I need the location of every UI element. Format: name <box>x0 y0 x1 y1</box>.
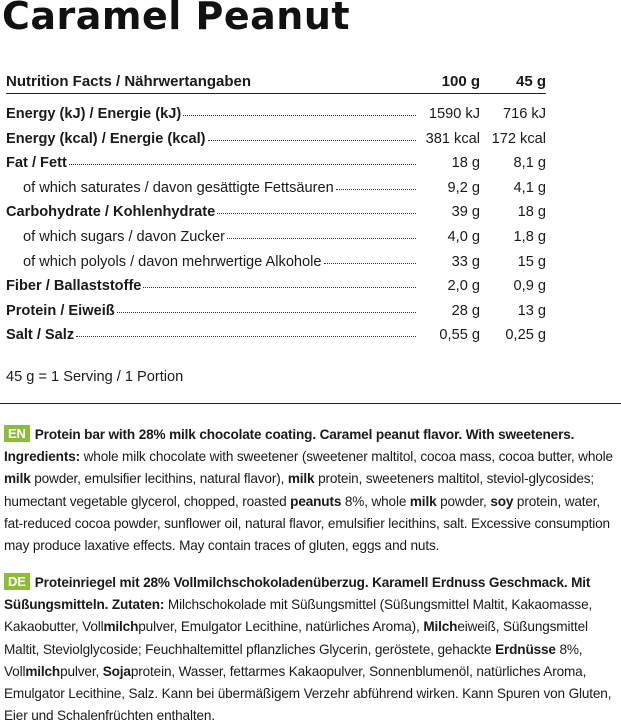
nutrition-row <box>6 106 546 131</box>
nutrient-value-100g: 18 g <box>451 155 480 172</box>
nutrition-row <box>6 229 546 254</box>
nutrient-value-serving: 18 g <box>517 204 546 221</box>
serving-size: 45 g = 1 Serving / 1 Portion <box>6 369 184 385</box>
nutrient-name: Protein / Eiweiß <box>6 302 115 319</box>
nutrient-value-100g: 2,0 g <box>447 278 480 295</box>
leader-dots <box>208 140 416 141</box>
nutrition-row <box>6 327 546 352</box>
leader-dots <box>69 164 416 165</box>
nutrient-value-100g: 39 g <box>451 204 480 221</box>
nutrient-value-100g: 4,0 g <box>447 228 480 245</box>
nutrient-value-serving: 0,9 g <box>513 278 546 295</box>
leader-dots <box>76 336 416 337</box>
nutrient-name: Salt / Salz <box>6 327 75 344</box>
ingredient-text: protein, water, fat-reduced cocoa powder, sunflower oil, natural flavor, emulsifier lecithins, salt. Excessive consumption may produce laxative effects. May contain traces of gluten, eggs and nuts. <box>4 493 610 554</box>
nutrient-value-100g: 381 kcal <box>425 130 480 147</box>
allergen-or-heading-text: milch <box>103 619 139 635</box>
leader-dots <box>336 189 416 190</box>
ingredient-text: Milchschokolade mit Süßungsmittel (Süßungsmittel Maltit, Kakaomasse, Kakaobutter, Voll <box>4 597 593 635</box>
nutrient-name-cell <box>6 155 418 171</box>
ingredient-text: protein, sweeteners maltitol, steviol-glycosides; humectant vegetable glycerol, chopped, roasted <box>4 471 595 509</box>
nutrient-name-cell <box>6 327 418 343</box>
nutrition-row <box>6 303 546 328</box>
allergen-or-heading-text: soy <box>490 493 514 509</box>
allergen-or-heading-text: Soja <box>102 663 131 679</box>
english-ingredients <box>4 424 618 557</box>
ingredient-text: 8%, Voll <box>4 641 583 679</box>
section-divider <box>0 403 621 404</box>
allergen-or-heading-text: Protein bar with 28% milk chocolate coating. Caramel peanut flavor. With sweeteners. Ingredients: <box>4 427 575 465</box>
german-ingredients-text <box>4 575 611 723</box>
nutrient-value-100g: 0,55 g <box>439 327 480 344</box>
ingredient-text: whole milk chocolate with sweetener (sweetener maltitol, cocoa mass, cocoa butter, whole <box>80 449 613 465</box>
nutrient-name: Energy (kJ) / Energie (kJ) <box>6 106 182 122</box>
allergen-or-heading-text: milk <box>409 493 437 509</box>
leader-dots <box>183 115 416 116</box>
allergen-or-heading-text: Erdnüsse <box>495 641 556 657</box>
nutrition-row <box>6 204 546 229</box>
nutrient-name-cell <box>6 180 418 196</box>
product-title: Caramel Peanut <box>2 0 351 38</box>
nutrient-name: Fat / Fett <box>6 155 67 172</box>
leader-dots <box>324 263 416 264</box>
nutrient-value-serving: 15 g <box>517 253 546 270</box>
nutrition-rows <box>6 106 546 352</box>
allergen-or-heading-text: Milch <box>423 619 458 635</box>
nutrient-name: of which polyols / davon mehrwertige Alkohole <box>23 253 322 270</box>
leader-dots <box>227 238 416 239</box>
allergen-or-heading-text: milk <box>4 471 31 487</box>
nutrient-name-cell <box>6 106 418 122</box>
ingredient-text: pulver, <box>60 663 103 679</box>
allergen-or-heading-text: milch <box>25 663 61 679</box>
english-ingredients-text <box>4 427 613 553</box>
nutrition-row <box>6 254 546 279</box>
leader-dots <box>217 213 416 214</box>
ingredient-text: powder, <box>436 493 491 509</box>
ingredient-text: eiweiß, Süßungsmittel Maltit, Steviolglycoside; Feuchhaltemittel pflanzliches Glycerin, geröstete, gehackte <box>4 619 588 657</box>
nutrition-header-label: Nutrition Facts / Nährwertangaben <box>6 73 252 90</box>
nutrient-value-serving: 172 kcal <box>491 130 546 147</box>
nutrient-value-serving: 13 g <box>517 302 546 319</box>
nutrient-name-cell <box>6 131 418 147</box>
nutrition-table <box>6 64 546 344</box>
nutrition-header-100g: 100 g <box>441 73 480 90</box>
nutrient-value-100g: 1590 kJ <box>428 106 480 122</box>
german-language-tag: DE <box>4 573 30 590</box>
nutrient-value-100g: 33 g <box>451 253 480 270</box>
nutrition-row <box>6 278 546 303</box>
nutrient-value-100g: 28 g <box>451 302 480 319</box>
nutrient-name: Carbohydrate / Kohlenhydrate <box>6 204 216 221</box>
nutrient-value-100g: 9,2 g <box>447 179 480 196</box>
nutrient-name: of which sugars / davon Zucker <box>23 228 225 245</box>
english-language-tag: EN <box>4 425 30 442</box>
allergen-or-heading-text: peanuts <box>290 493 342 509</box>
nutrient-name-cell <box>6 278 418 294</box>
allergen-or-heading-text: milk <box>287 471 315 487</box>
nutrition-row <box>6 131 546 156</box>
german-ingredients <box>4 572 618 727</box>
nutrition-header <box>6 64 546 90</box>
nutrient-name-cell <box>6 204 418 220</box>
nutrient-value-serving: 716 kJ <box>503 106 546 122</box>
nutrient-value-serving: 8,1 g <box>513 155 546 172</box>
leader-dots <box>143 287 416 288</box>
nutrient-value-serving: 1,8 g <box>513 228 546 245</box>
allergen-or-heading-text: Proteinriegel mit 28% Vollmilchschokoladenüberzug. Karamell Erdnuss Geschmack. Mit Süßungsmitteln. Zutaten: <box>4 575 591 613</box>
ingredient-text: powder, emulsifier lecithins, natural flavor), <box>30 471 288 487</box>
ingredient-text: protein, Wasser, fettarmes Kakaopulver, Sonnenblumenöl, natürliches Aroma, Emulgator Lecithine, Salz. Kann bei übermäßigem Verzehr abführend wirken. Kann Spuren von Gluten, Eier und Schalenfrüchten enthalten. <box>4 663 612 724</box>
ingredient-text: pulver, Emulgator Lecithine, natürliches Aroma), <box>138 619 424 635</box>
nutrient-name-cell <box>6 229 418 245</box>
nutrient-name: Energy (kcal) / Energie (kcal) <box>6 130 206 147</box>
ingredient-text: 8%, whole <box>341 493 410 509</box>
header-divider <box>6 93 546 94</box>
nutrient-value-serving: 4,1 g <box>513 179 546 196</box>
nutrient-name: of which saturates / davon gesättigte Fettsäuren <box>23 179 334 196</box>
nutrient-name: Fiber / Ballaststoffe <box>6 278 142 295</box>
nutrient-name-cell <box>6 254 418 270</box>
nutrition-row <box>6 180 546 205</box>
nutrition-header-serving: 45 g <box>515 73 546 90</box>
nutrient-name-cell <box>6 303 418 319</box>
nutrient-value-serving: 0,25 g <box>505 327 546 344</box>
nutrition-row <box>6 155 546 180</box>
leader-dots <box>117 312 416 313</box>
